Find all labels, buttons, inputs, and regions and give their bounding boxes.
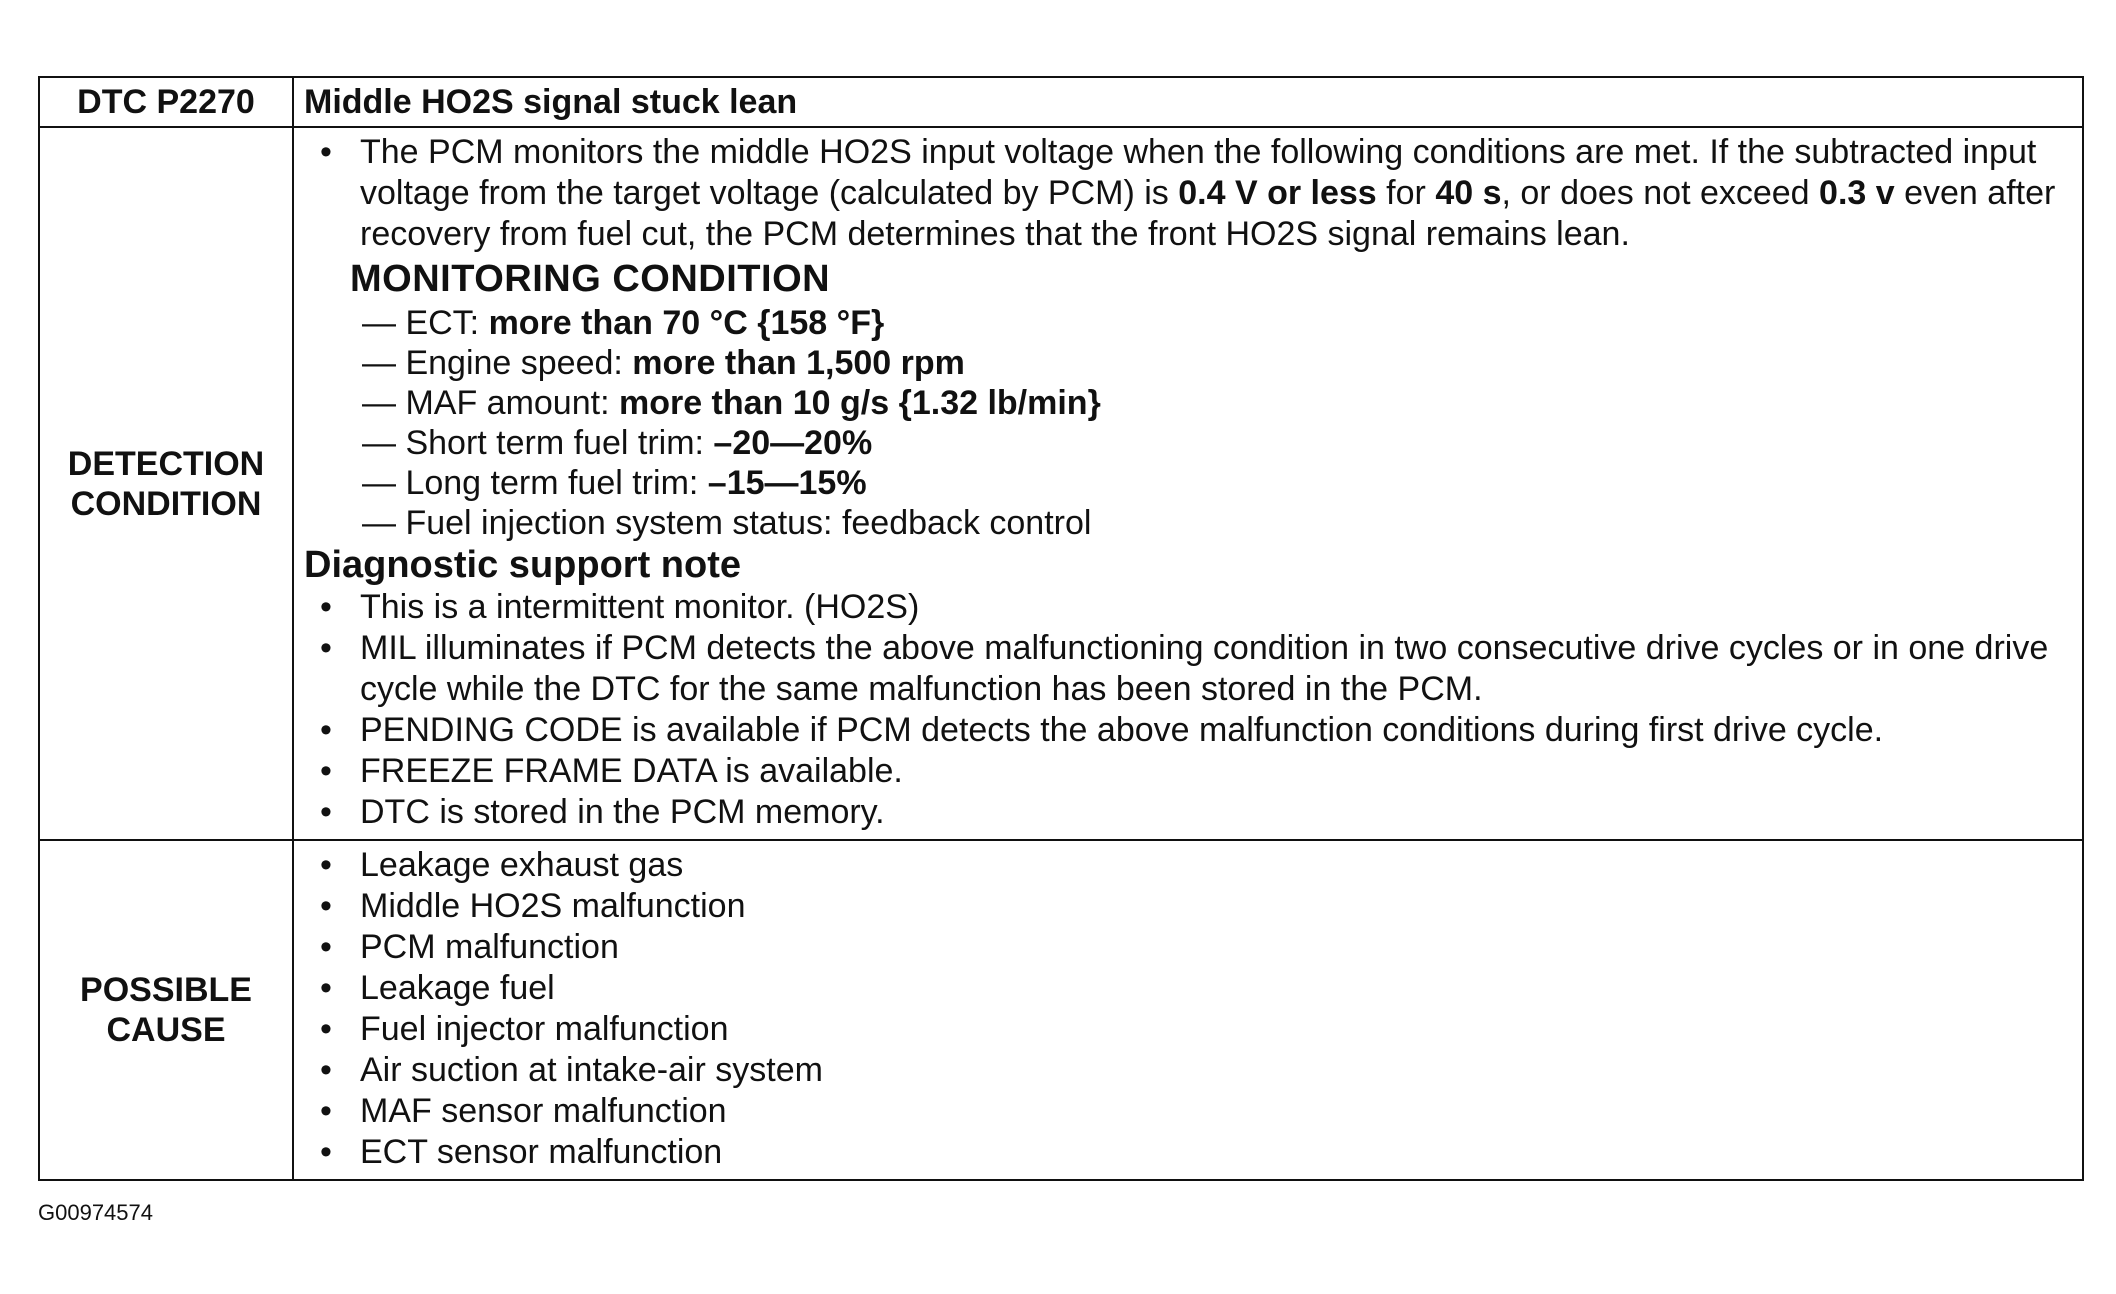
diag-note: • This is a intermittent monitor. (HO2S) — [320, 588, 920, 626]
possible-cause-label-line1: POSSIBLE — [80, 971, 252, 1009]
intro-text-1: The PCM monitors the middle HO2S input voltage when the following conditions are met. If the subtracted input voltage from the target voltage (calculated by PCM) is — [360, 133, 2037, 212]
possible-cause-label — [39, 840, 293, 1180]
bullet-icon: • — [320, 887, 332, 925]
diagnostic-support-heading: Diagnostic support note — [304, 544, 741, 586]
bullet-icon: • — [320, 588, 332, 626]
possible-cause-list — [304, 845, 2066, 1173]
bullet-icon: • — [320, 752, 332, 790]
bullet-icon: • — [320, 1092, 332, 1130]
intro-text-4: even after recovery from fuel cut, the PCM determines that the front HO2S signal remains lean. — [360, 174, 2056, 253]
possible-cause-label-line2: CAUSE — [106, 1011, 226, 1049]
monitoring-item-fuel-injection-status: — Fuel injection system status: feedback control — [362, 504, 1092, 542]
diag-note: • FREEZE FRAME DATA is available. — [320, 752, 903, 790]
bullet-icon: • — [320, 928, 332, 966]
monitoring-item-engine-speed: — Engine speed: more than 1,500 rpm — [362, 344, 965, 382]
monitoring-heading: MONITORING CONDITION — [350, 258, 831, 300]
cause-item: • ECT sensor malfunction — [320, 1133, 723, 1171]
detection-label-line2: CONDITION — [70, 484, 262, 523]
possible-cause-content — [293, 840, 2083, 1180]
dtc-title: Middle HO2S signal stuck lean — [293, 77, 2083, 127]
diag-note: • MIL illuminates if PCM detects the above malfunctioning condition in two consecutive drive cycles or in one drive cycle while the DTC for the same malfunction has been stored in the PCM. — [320, 629, 2049, 708]
dtc-code: DTC P2270 — [39, 77, 293, 127]
monitoring-item-maf-amount: — MAF amount: more than 10 g/s {1.32 lb/min} — [362, 384, 1101, 422]
bullet-icon: • — [320, 1133, 332, 1171]
header-row — [39, 77, 2083, 127]
detection-row — [39, 127, 2083, 840]
figure-id: G00974574 — [38, 1200, 153, 1225]
bullet-icon: • — [320, 969, 332, 1007]
cause-item: • Fuel injector malfunction — [320, 1010, 729, 1048]
monitoring-item-long-term-trim: — Long term fuel trim: –15—15% — [362, 464, 867, 502]
monitoring-item-short-term-trim: — Short term fuel trim: –20—20% — [362, 424, 873, 462]
cause-item: • MAF sensor malfunction — [320, 1092, 727, 1130]
monitoring-list — [304, 303, 2066, 543]
cause-item: • Air suction at intake-air system — [320, 1051, 823, 1089]
bullet-icon: • — [320, 133, 332, 171]
cause-item: • Middle HO2S malfunction — [320, 887, 746, 925]
intro-threshold-time: 40 s — [1435, 174, 1502, 212]
cause-item: • Leakage fuel — [320, 969, 555, 1007]
intro-threshold-recovery: 0.3 v — [1819, 174, 1895, 212]
bullet-icon: • — [320, 711, 332, 749]
possible-cause-row — [39, 840, 2083, 1180]
bullet-icon: • — [320, 793, 332, 831]
detection-label-line1: DETECTION — [67, 444, 265, 483]
bullet-icon: • — [320, 846, 332, 884]
diag-note: • DTC is stored in the PCM memory. — [320, 793, 885, 831]
diag-note: • PENDING CODE is available if PCM detects the above malfunction conditions during first drive cycle. — [320, 711, 1884, 749]
intro-paragraph — [304, 132, 2066, 255]
intro-list — [304, 132, 2066, 255]
intro-text-2: for — [1376, 174, 1436, 212]
monitoring-item-ect: — ECT: more than 70 °C {158 °F} — [362, 304, 885, 342]
intro-text-3: , or does not exceed — [1501, 174, 1820, 212]
dtc-table — [38, 76, 2084, 1181]
detection-condition-label — [39, 127, 293, 840]
intro-threshold-voltage: 0.4 V or less — [1178, 174, 1377, 212]
cause-item: • Leakage exhaust gas — [320, 846, 684, 884]
bullet-icon: • — [320, 629, 332, 667]
bullet-icon: • — [320, 1051, 332, 1089]
cause-item: • PCM malfunction — [320, 928, 619, 966]
bullet-icon: • — [320, 1010, 332, 1048]
detection-condition-content — [293, 127, 2083, 840]
diagnostic-notes-list — [304, 587, 2066, 833]
